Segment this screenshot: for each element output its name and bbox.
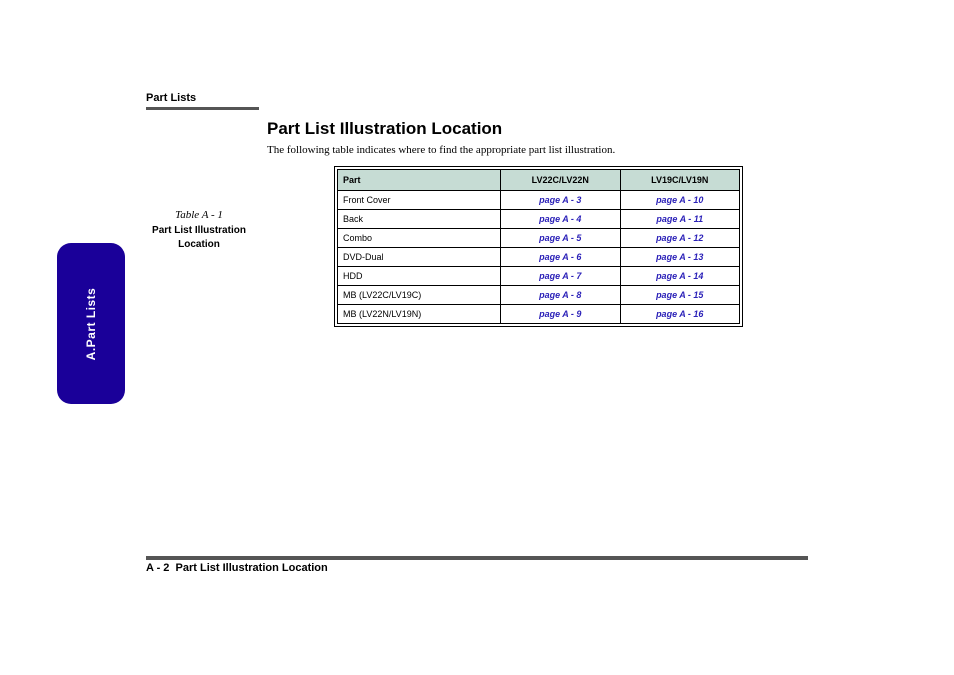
part-name: Combo	[338, 229, 501, 248]
chapter-tab-label: A.Part Lists	[84, 287, 98, 360]
page-link-lv22[interactable]: page A - 8	[501, 286, 621, 305]
chapter-tab	[57, 243, 125, 404]
running-footer: A - 2 Part List Illustration Location	[146, 562, 328, 574]
page-link-lv22[interactable]: page A - 6	[501, 248, 621, 267]
page-link-lv19[interactable]: page A - 11	[620, 210, 740, 229]
part-name: Back	[338, 210, 501, 229]
part-name: HDD	[338, 267, 501, 286]
footer-rule	[146, 556, 808, 560]
page-link-lv22[interactable]: page A - 9	[501, 305, 621, 324]
part-name: Front Cover	[338, 191, 501, 210]
header-rule	[146, 107, 259, 110]
part-list-table-frame	[334, 166, 743, 327]
table-caption	[146, 209, 252, 252]
intro-paragraph: The following table indicates where to find the appropriate part list illustration.	[267, 144, 616, 156]
page-link-lv22[interactable]: page A - 3	[501, 191, 621, 210]
table-row	[338, 210, 740, 229]
table-caption-number: Table A - 1	[175, 209, 223, 221]
page-title: Part List Illustration Location	[267, 119, 503, 138]
table-row	[338, 229, 740, 248]
running-header: Part Lists	[146, 92, 197, 104]
table-row	[338, 248, 740, 267]
column-header-lv22: LV22C/LV22N	[501, 170, 621, 191]
page-link-lv19[interactable]: page A - 12	[620, 229, 740, 248]
page-link-lv19[interactable]: page A - 16	[620, 305, 740, 324]
page-link-lv22[interactable]: page A - 5	[501, 229, 621, 248]
table-header-row	[338, 170, 740, 191]
table-row	[338, 305, 740, 324]
table-row	[338, 286, 740, 305]
page-link-lv19[interactable]: page A - 15	[620, 286, 740, 305]
table-row	[338, 267, 740, 286]
column-header-part: Part	[338, 170, 501, 191]
page-link-lv19[interactable]: page A - 14	[620, 267, 740, 286]
table-row	[338, 191, 740, 210]
page-link-lv19[interactable]: page A - 13	[620, 248, 740, 267]
page-link-lv22[interactable]: page A - 7	[501, 267, 621, 286]
column-header-lv19: LV19C/LV19N	[620, 170, 740, 191]
part-name: MB (LV22N/LV19N)	[338, 305, 501, 324]
part-name: MB (LV22C/LV19C)	[338, 286, 501, 305]
page-link-lv22[interactable]: page A - 4	[501, 210, 621, 229]
part-list-table	[337, 169, 740, 324]
page-link-lv19[interactable]: page A - 10	[620, 191, 740, 210]
part-name: DVD-Dual	[338, 248, 501, 267]
table-caption-title: Part List Illustration Location	[152, 225, 246, 250]
